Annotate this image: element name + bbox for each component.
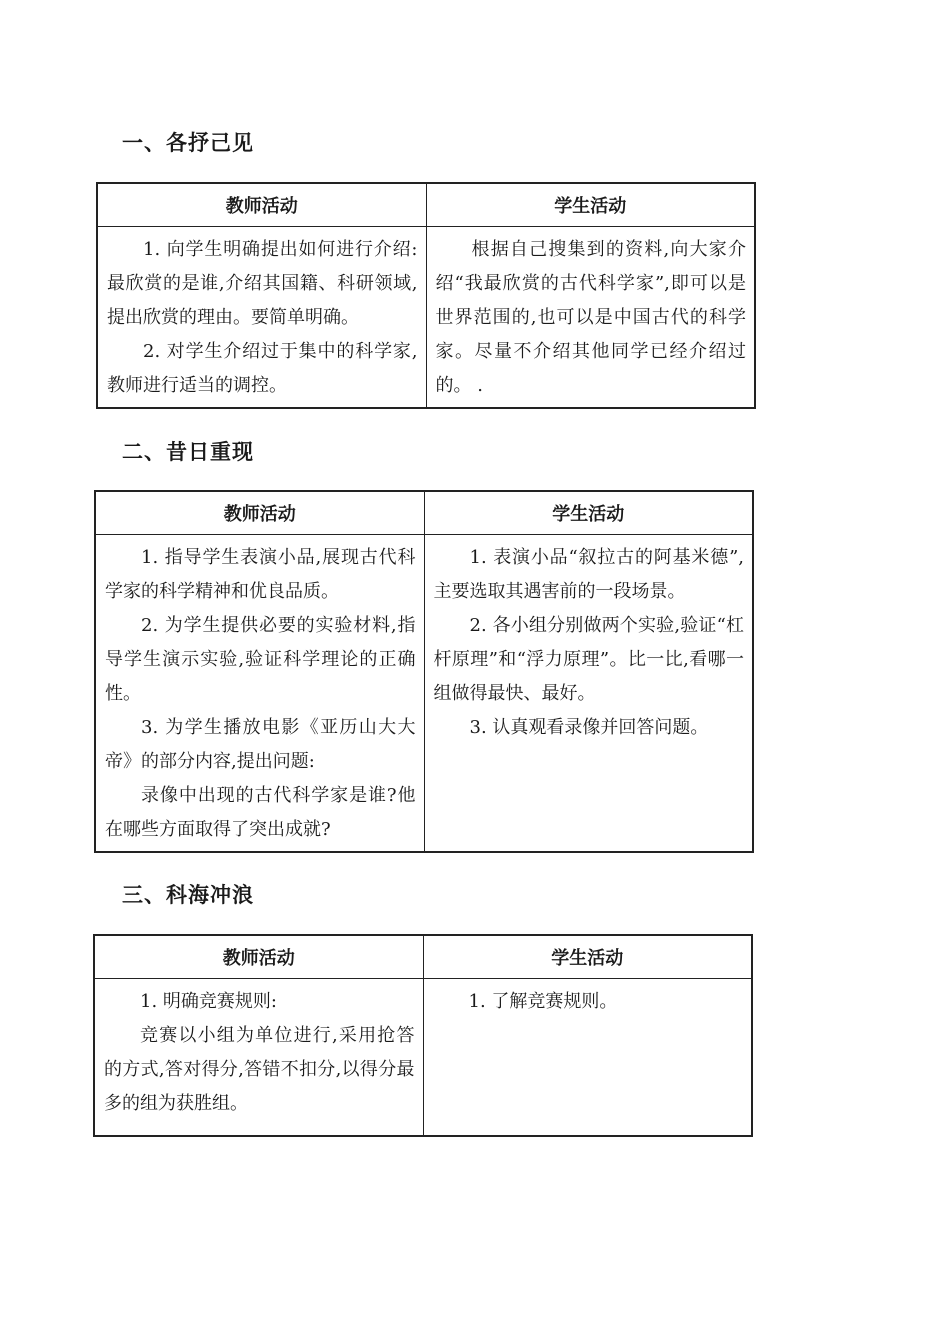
teacher-paragraph: 2. 为学生提供必要的实验材料,指导学生演示实验,验证科学理论的正确性。: [105, 615, 416, 704]
section-heading-3: 三、科海冲浪: [122, 883, 254, 907]
teacher-activity-cell: [95, 535, 424, 853]
teacher-activity-cell: [94, 979, 423, 1137]
student-paragraph: 2. 各小组分别做两个实验,验证“杠杆原理”和“浮力原理”。比一比,看哪一组做得最快、最好。: [433, 615, 744, 704]
teacher-activity-header: 教师活动: [94, 935, 423, 979]
student-paragraph: 1. 了解竞赛规则。: [468, 991, 618, 1012]
student-paragraph: 根据自己搜集到的资料,向大家介绍“我最欣赏的古代科学家”,即可以是世界范围的,也可以是中国古代的科学家。尽量不介绍其他同学已经介绍过的。 .: [435, 239, 746, 396]
teacher-paragraph: 竞赛以小组为单位进行,采用抢答的方式,答对得分,答错不扣分,以得分最多的组为获胜组。: [104, 1025, 415, 1114]
student-activity-header: 学生活动: [426, 183, 755, 227]
student-activity-cell: [426, 227, 755, 409]
teacher-paragraph: 2. 对学生介绍过于集中的科学家,教师进行适当的调控。: [107, 341, 418, 396]
student-activity-header: 学生活动: [424, 491, 753, 535]
teacher-paragraph: 1. 指导学生表演小品,展现古代科学家的科学精神和优良品质。: [105, 547, 416, 602]
teacher-paragraph: 1. 明确竞赛规则:: [140, 991, 277, 1012]
activity-table-1: [96, 182, 756, 409]
teacher-activity-header: 教师活动: [95, 491, 424, 535]
student-activity-cell: [423, 979, 752, 1137]
student-activity-header: 学生活动: [423, 935, 752, 979]
teacher-activity-cell: [97, 227, 426, 409]
section-heading-1: 一、各抒己见: [122, 131, 254, 155]
student-paragraph: 1. 表演小品“叙拉古的阿基米德”,主要选取其遇害前的一段场景。: [433, 547, 744, 602]
student-paragraph: 3. 认真观看录像并回答问题。: [469, 717, 709, 738]
student-activity-cell: [424, 535, 753, 853]
activity-table-2: [94, 490, 754, 853]
teacher-paragraph: 录像中出现的古代科学家是谁?他在哪些方面取得了突出成就?: [105, 785, 416, 840]
activity-table-3: [93, 934, 753, 1137]
teacher-paragraph: 3. 为学生播放电影《亚历山大大帝》的部分内容,提出问题:: [105, 717, 416, 772]
section-heading-2: 二、昔日重现: [122, 440, 254, 464]
teacher-activity-header: 教师活动: [97, 183, 426, 227]
teacher-paragraph: 1. 向学生明确提出如何进行介绍:最欣赏的是谁,介绍其国籍、科研领域,提出欣赏的理由。要简单明确。: [107, 239, 418, 328]
